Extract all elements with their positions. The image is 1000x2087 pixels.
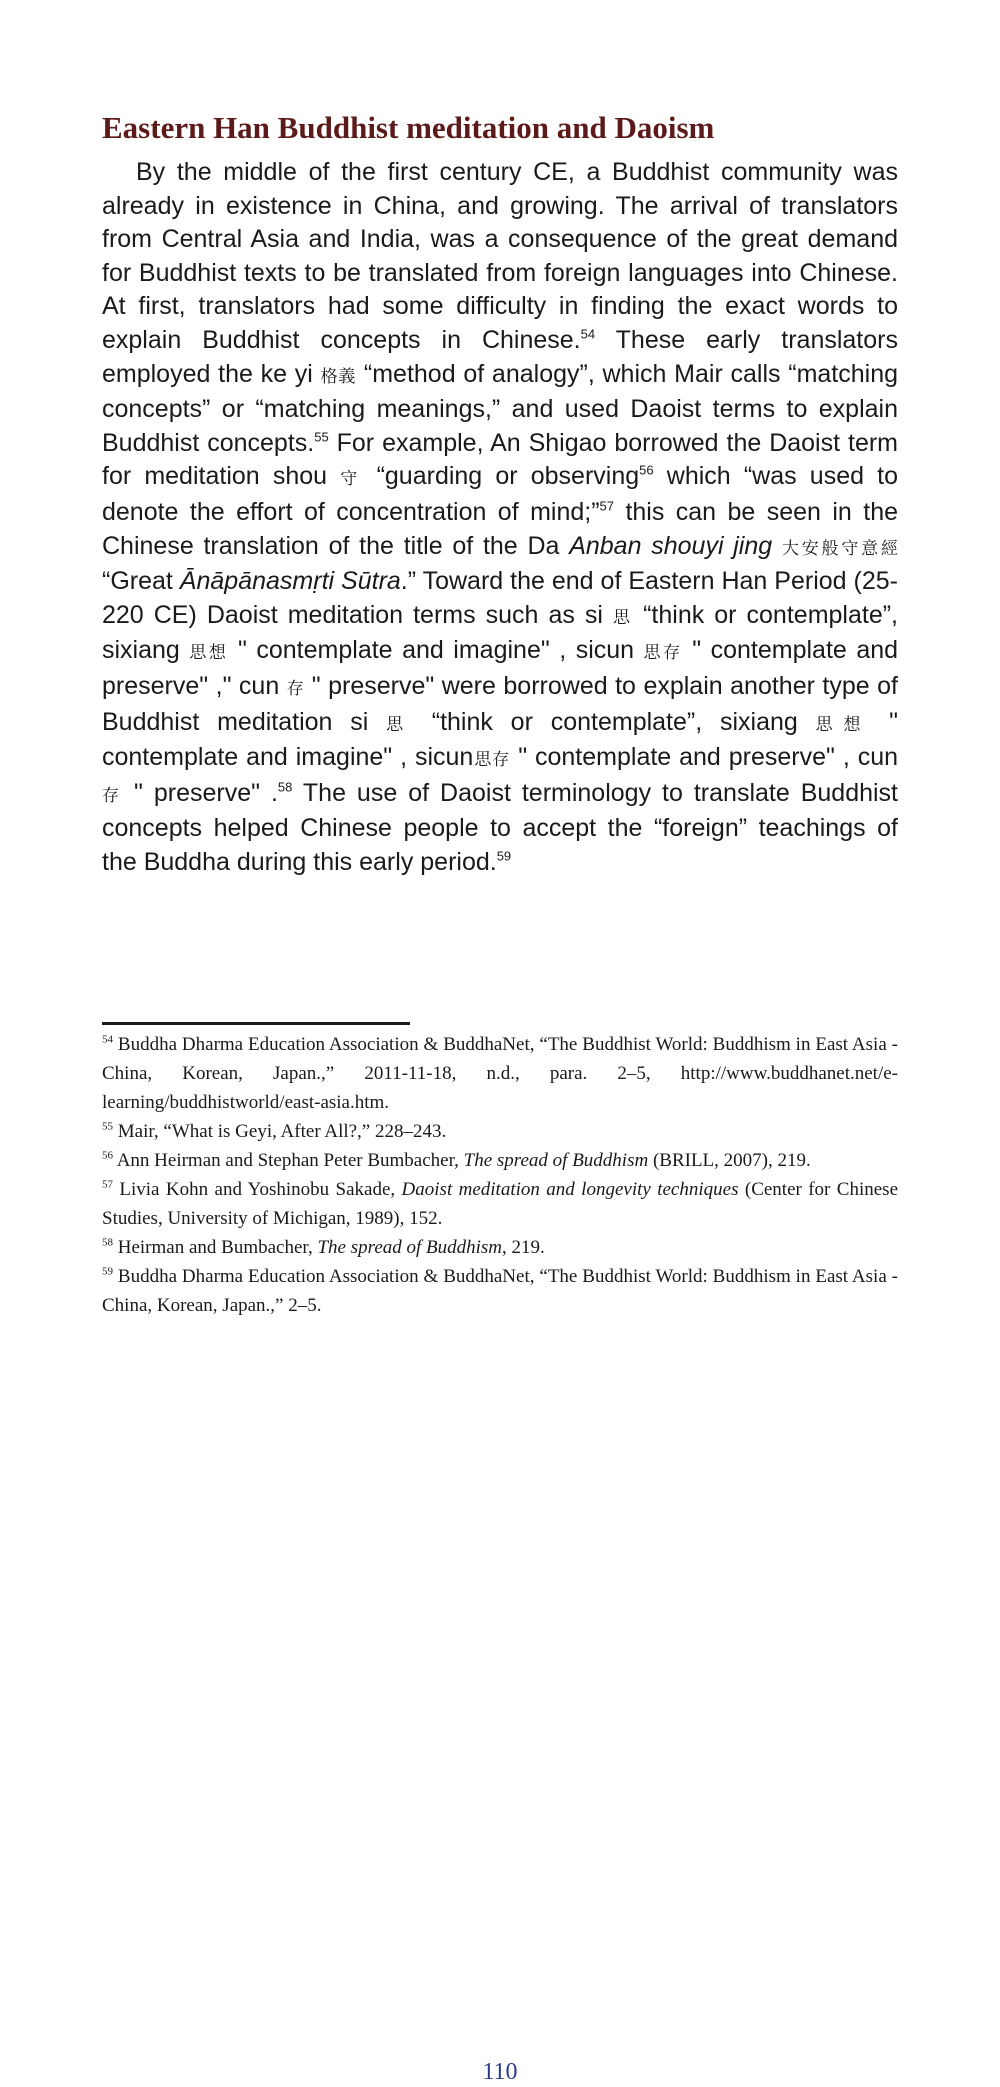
footnote-text: Buddha Dharma Education Association & BuddhaNet, “The Buddhist World: Buddhism in East Asia - China, Korean, Japan.,” 2–5. [102,1266,898,1316]
footnote-text: Mair, “What is Geyi, After All?,” 228–243. [113,1121,447,1142]
footnote-54 [102,1030,898,1117]
footnote-57 [102,1175,898,1233]
body-text: this can be seen in the Chinese translation of the title of the Da [102,497,898,560]
footnote-ref-59[interactable]: 59 [496,848,512,864]
footnote-text: Heirman and Bumbacher, [113,1237,318,1258]
work-title: Anban shouyi jing [569,531,773,560]
footnote-ref-54[interactable]: 54 [580,326,596,342]
footnote-number: 58 [102,1236,113,1249]
body-text: “think or contemplate”, sixiang [413,707,816,736]
footnote-56 [102,1146,898,1175]
footnote-number: 57 [102,1178,113,1191]
footnote-58 [102,1233,898,1262]
chinese-term: 存 [286,678,305,698]
body-text: “method of analogy”, which Mair calls “matching concepts” or “matching meanings,” and used Daoist terms to explain Buddhist concepts. [102,359,899,457]
chinese-term: 思 [612,607,634,627]
body-text: " contemplate and preserve" , cun [510,743,898,772]
chinese-term: 思存 [473,750,511,770]
footnote-title: The spread of Buddhism [317,1237,503,1258]
body-paragraph [102,156,898,879]
footnote-divider [102,1022,410,1025]
footnote-text: Livia Kohn and Yoshinobu Sakade, [113,1179,402,1200]
footnote-text: (BRILL, 2007), 219. [648,1150,811,1171]
section-heading: Eastern Han Buddhist meditation and Daoism [102,110,715,145]
chinese-term: 格義 [320,366,357,386]
body-text: By the middle of the first century CE, a Buddhist community was already in existence in China, and growing. The arrival of translators from Central Asia and India, was a consequence of the great demand for Buddhist texts to be translated from foreign languages into Chinese. At first, translators had some difficulty in finding the exact words to explain Buddhist concepts in Chinese. [102,158,898,354]
chinese-term: 思存 [643,643,683,663]
body-text: " contemplate and imagine" , sicun [102,707,899,772]
work-title: Ānāpānasmṛti Sūtra [179,567,401,596]
footnote-title: Daoist meditation and longevity techniques [401,1179,739,1200]
body-text: The use of Daoist terminology to translate Buddhist concepts helped Chinese people to accept the “foreign” teachings of the Buddha during this early period. [102,778,899,876]
body-text: For example, An Shigao borrowed the Daoist term for meditation shou [102,428,898,491]
footnote-text: (Center for Chinese Studies, University of Michigan, 1989), 152. [102,1179,898,1229]
footnotes [102,1030,898,2085]
body-text: " contemplate and imagine" , sicun [228,636,644,665]
footnote-59 [102,1262,898,1320]
footnote-text: Ann Heirman and Stephan Peter Bumbacher, [113,1150,464,1171]
chinese-term: 思想 [815,714,872,734]
chinese-term: 存 [102,785,124,805]
chinese-term: 大安般守意經 [781,538,898,558]
body-text: .” Toward the end of Eastern Han Period (25-220 CE) Daoist meditation terms such as si [102,567,898,629]
footnote-ref-56[interactable]: 56 [639,463,654,479]
document-page [102,0,899,2085]
body-text: These early translators employed the ke yi [102,325,898,388]
chinese-term: 思想 [189,643,229,663]
footnote-text: Buddha Dharma Education Association & BuddhaNet, “The Buddhist World: Buddhism in East Asia - China, Korean, Japan.,” 2011-11-18, n.d., para. 2–5, http://www.buddhanet.net/e-learning/buddhistworld/east-asia.htm. [102,1034,898,1113]
footnote-ref-57[interactable]: 57 [599,498,615,514]
body-text: “guarding or observing [363,462,640,491]
footnote-ref-55[interactable]: 55 [314,429,329,445]
footnote-number: 54 [102,1033,113,1046]
body-text: which “was used to denote the effort of concentration of mind;” [102,462,899,526]
page-number: 110 [482,2059,518,2085]
footnote-title: The spread of Buddhism [463,1150,649,1171]
body-text: " preserve" were borrowed to explain another type of Buddhist meditation si [102,671,899,736]
footnote-55 [102,1117,898,1146]
body-text: " contemplate and preserve" ," cun [102,636,899,700]
footnote-number: 59 [102,1265,113,1278]
footnote-text: , 219. [502,1237,545,1258]
footnote-number: 55 [102,1120,113,1133]
body-text: " preserve" . [123,778,278,807]
footnote-number: 56 [102,1149,113,1162]
chinese-term: 守 [340,469,364,489]
body-text: “Great [102,567,180,596]
body-text: “think or contemplate”, sixiang [102,600,898,665]
chinese-term: 思 [386,714,414,734]
footnote-ref-58[interactable]: 58 [277,779,293,795]
